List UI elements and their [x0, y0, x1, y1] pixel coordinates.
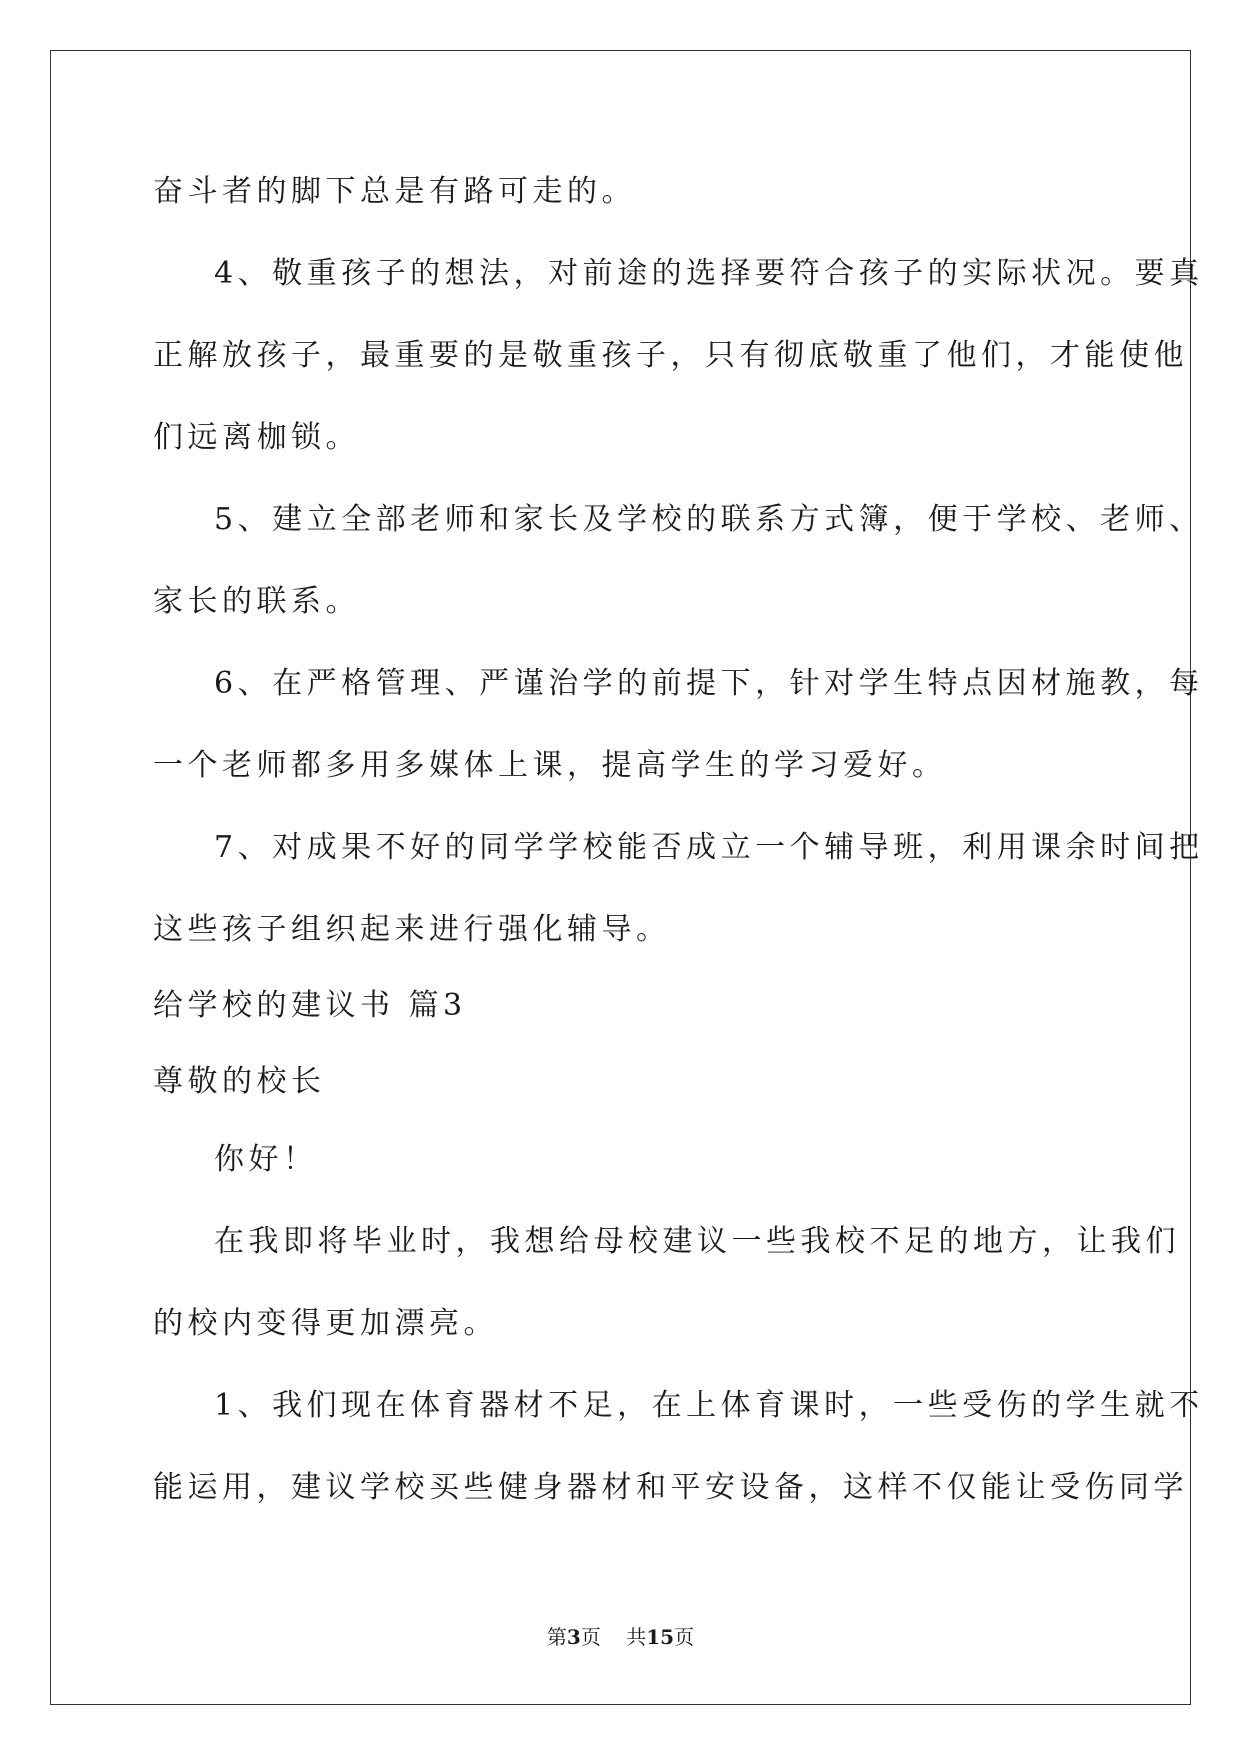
text-line-1: 奋斗者的脚下总是有路可走的。 [153, 174, 636, 209]
text-line-10: 这些孩子组织起来进行强化辅导。 [153, 912, 671, 947]
text-line-5: 5、建立全部老师和家长及学校的联系方式簿，便于学校、老师、 [214, 502, 1204, 537]
page-border [50, 50, 1191, 1705]
page-footer [0, 1625, 1241, 1649]
text-line-9: 7、对成果不好的同学学校能否成立一个辅导班，利用课余时间把 [214, 830, 1204, 865]
text-line-16: 1、我们现在体育器材不足，在上体育课时，一些受伤的学生就不 [214, 1388, 1204, 1423]
total-prefix: 共 [626, 1625, 647, 1649]
salutation: 尊敬的校长 [153, 1064, 326, 1099]
text-line-8: 一个老师都多用多媒体上课，提高学生的学习爱好。 [153, 748, 947, 783]
text-line-17: 能运用，建议学校买些健身器材和平安设备，这样不仅能让受伤同学 [153, 1470, 1188, 1505]
text-line-3: 正解放孩子，最重要的是敬重孩子，只有彻底敬重了他们，才能使他 [153, 338, 1188, 373]
page-number: 3 [566, 1625, 581, 1649]
total-suffix: 页 [674, 1625, 695, 1649]
page-suffix: 页 [580, 1625, 601, 1649]
section-heading: 给学校的建议书 篇3 [153, 988, 467, 1023]
text-line-6: 家长的联系。 [153, 584, 360, 619]
text-line-4: 们远离枷锁。 [153, 420, 360, 455]
text-line-14: 在我即将毕业时，我想给母校建议一些我校不足的地方，让我们 [214, 1224, 1180, 1259]
page-prefix: 第 [546, 1625, 567, 1649]
text-line-7: 6、在严格管理、严谨治学的前提下，针对学生特点因材施教，每 [214, 666, 1204, 701]
text-line-15: 的校内变得更加漂亮。 [153, 1306, 498, 1341]
greeting: 你好！ [214, 1142, 318, 1177]
text-line-2: 4、敬重孩子的想法，对前途的选择要符合孩子的实际状况。要真 [214, 256, 1204, 291]
total-pages: 15 [646, 1625, 675, 1649]
